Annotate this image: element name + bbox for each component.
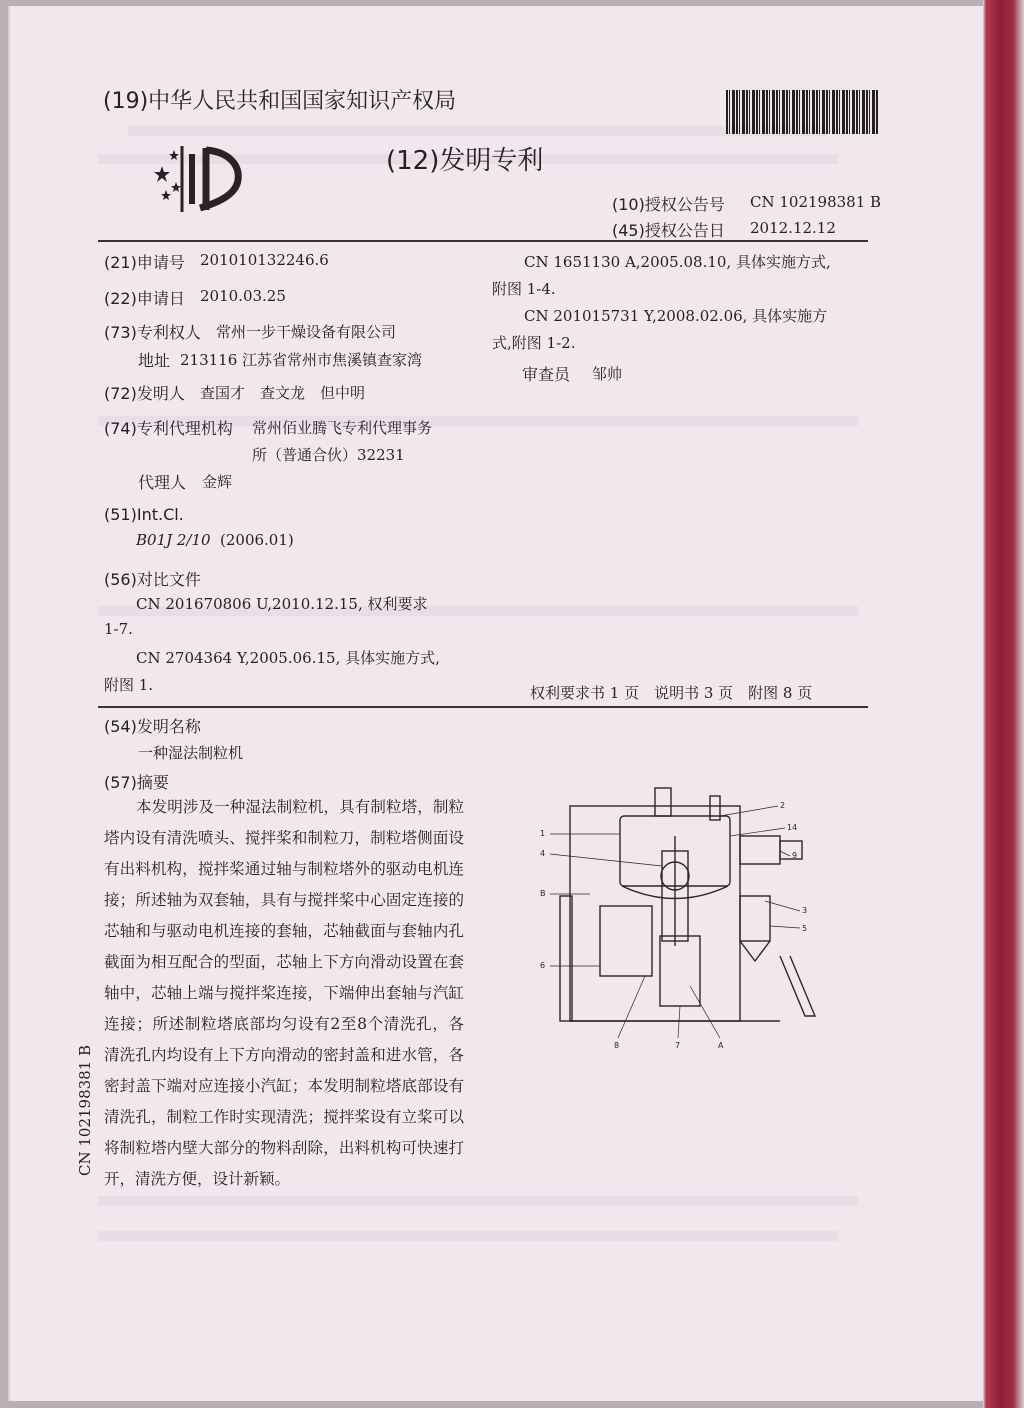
app-no: 201010132246.6: [200, 251, 329, 269]
pub-date: 2012.12.12: [750, 219, 836, 237]
patentee-label: (73)专利权人: [104, 323, 201, 342]
inventors: 查国才 查文龙 但中明: [200, 384, 366, 402]
cited-2-line1: CN 2704364 Y,2005.06.15, 具体实施方式,: [136, 649, 440, 667]
abstract-text: 本发明涉及一种湿法制粒机，具有制粒塔，制粒塔内设有清洗喷头、搅拌桨和制粒刀，制粒塔侧面设有出料机构，搅拌桨通过轴与制粒塔外的驱动电机连接；所述轴为双套轴，具有与搅拌桨中心固定连接的芯轴和与驱动电机连接的套轴，芯轴截面与套轴内孔截面为相互配合的型面，芯轴上下方向滑动设置在套轴中，芯轴上端与搅拌桨连接，下端伸出套轴与汽缸连接；所述制粒塔底部均匀设有2至8个清洗孔，各清洗孔内均设有上下方向滑动的密封盖和进水管，各密封盖下端对应连接小汽缸；本发明制粒塔底部设有清洗孔，制粒工作时实现清洗；搅拌桨设有立桨可以将制粒塔内壁大部分的物料刮除，出料机构可快速打开，清洗方便，设计新颖。: [104, 798, 464, 1188]
granulator-figure: [530, 776, 860, 1056]
office-name: (19)中华人民共和国国家知识产权局: [103, 89, 457, 114]
fig-label-6: 6: [540, 961, 546, 970]
cited-4-line2: 式,附图 1-2.: [492, 334, 576, 352]
cited-label: (56)对比文件: [104, 570, 201, 589]
fig-label-A: A: [718, 1041, 724, 1050]
address: 213116 江苏省常州市焦溪镇查家湾: [180, 351, 423, 369]
examiner: 邹帅: [592, 365, 623, 383]
inventor-label: (72)发明人: [104, 384, 185, 403]
cited-1-line1: CN 201670806 U,2010.12.15, 权利要求: [136, 595, 428, 613]
agency-line1: 常州佰业腾飞专利代理事务: [252, 419, 433, 437]
fig-label-2: 2: [780, 801, 786, 810]
patentee: 常州一步干燥设备有限公司: [216, 323, 397, 341]
pub-no-label: (10)授权公告号: [612, 195, 725, 214]
barcode: [726, 90, 878, 134]
cited-2-line2: 附图 1.: [104, 676, 154, 694]
agency-label: (74)专利代理机构: [104, 419, 233, 438]
fig-label-14: 14: [787, 823, 798, 832]
agent: 金辉: [202, 473, 233, 491]
discharge-mechanism: [740, 836, 780, 864]
app-no-label: (21)申请号: [104, 253, 185, 272]
cited-1-line2: 1-7.: [104, 620, 133, 638]
bleed-through: [128, 126, 828, 136]
abstract-label: (57)摘要: [104, 773, 169, 792]
intcl-year: (2006.01): [220, 531, 294, 549]
intcl-code: B01J 2/10: [136, 531, 211, 549]
fig-label-5: 5: [802, 924, 808, 933]
app-date-label: (22)申请日: [104, 289, 185, 308]
invention-title: 一种湿法制粒机: [138, 744, 244, 762]
fig-label-9: 9: [792, 851, 798, 860]
intcl-label: (51)Int.Cl.: [104, 505, 184, 524]
bleed-through: [98, 1196, 858, 1206]
cited-4-line1: CN 201015731 Y,2008.02.06, 具体实施方: [524, 307, 828, 325]
chute: [780, 956, 815, 1016]
address-label: 地址: [138, 351, 171, 370]
motor-box: [600, 906, 652, 976]
patent-page: [8, 6, 983, 1401]
section-rule: [98, 706, 868, 708]
frame: [570, 806, 740, 1021]
fig-label-8: 8: [614, 1041, 620, 1050]
pub-date-label: (45)授权公告日: [612, 221, 725, 240]
page-counts: 权利要求书 1 页 说明书 3 页 附图 8 页: [530, 684, 813, 702]
invention-title-label: (54)发明名称: [104, 717, 201, 736]
side-pub-no: CN 102198381 B: [76, 1044, 94, 1176]
cited-3-line2: 附图 1-4.: [492, 280, 556, 298]
fig-label-7: 7: [675, 1041, 681, 1050]
agent-label: 代理人: [138, 473, 187, 492]
binding-edge: [983, 0, 1024, 1408]
app-date: 2010.03.25: [200, 287, 286, 305]
pub-no: CN 102198381 B: [750, 193, 882, 211]
bleed-through: [98, 1231, 838, 1241]
examiner-label: 审查员: [522, 365, 571, 384]
fig-label-3: 3: [802, 906, 808, 915]
side-unit: [740, 896, 770, 941]
fig-label-1: 1: [540, 829, 546, 838]
agency-line2: 所（普通合伙）32231: [252, 446, 405, 464]
patent-type: (12)发明专利: [386, 146, 544, 176]
cited-3-line1: CN 1651130 A,2005.08.10, 具体实施方式,: [524, 253, 831, 271]
fig-label-B: B: [540, 889, 546, 898]
header-rule: [98, 240, 868, 242]
motor-top: [655, 788, 671, 816]
cnipa-logo-icon: [148, 144, 248, 214]
fig-label-4: 4: [540, 849, 546, 858]
